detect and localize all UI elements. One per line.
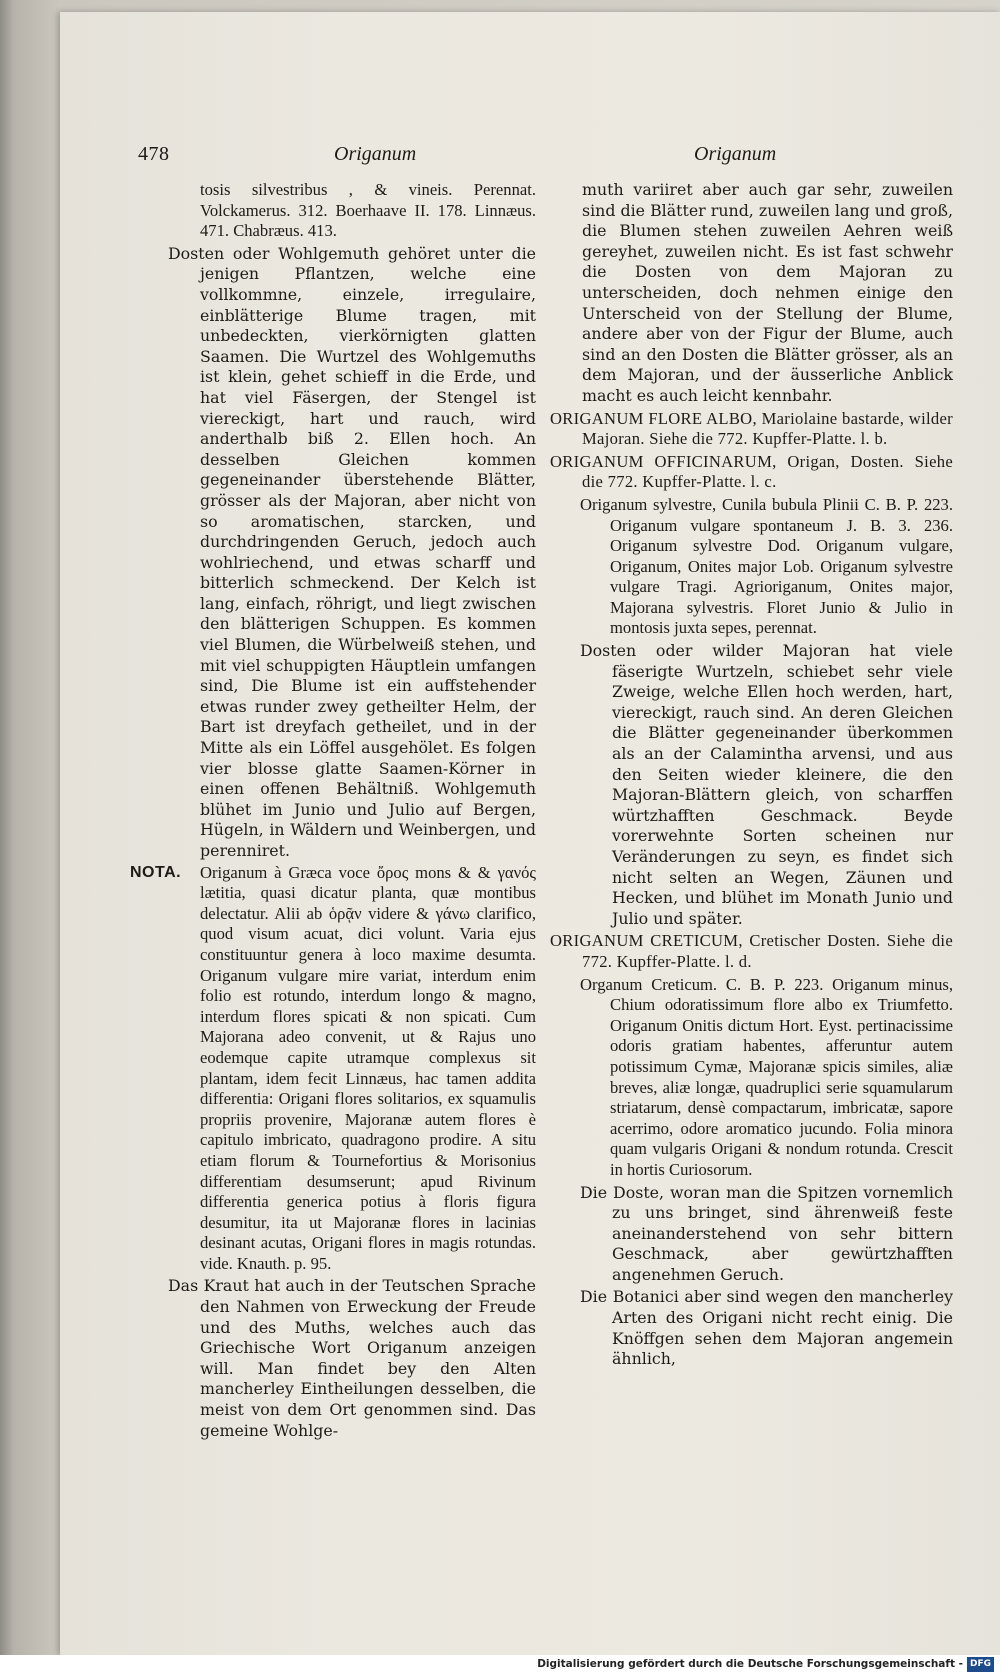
dfg-logo: DFG [967,1657,994,1672]
doste-paragraph: Die Doste, woran man die Spitzen vornemlich zu uns bringet, sind ährenweiß feste aneinanderstehend von sehr bittern Geschmack, aber gewürtzhafften angenehmen Geruch. [580,1182,953,1284]
nota-block [130,862,536,1275]
left-running-head: Origanum [334,143,417,165]
right-column [550,180,953,1370]
continuation-text: tosis silvestribus , & vineis. Perennat. Volckamerus. 312. Boerhaave II. 178. Linnæus. 471. Chabræus. 413. [200,180,536,241]
page-number: 478 [138,143,170,165]
continuation-text-right: muth variiret aber auch gar sehr, zuweilen sind die Blätter rund, zuweilen lang und groß, die Blumen stehen zuweilen Aehren weiß gereyhet, zuweilen nicht. Es ist fast schwehr die Dosten von dem Majoran zu unterscheiden, doch nehmen einige den Unterscheid von der Stellung der Blume, andere aber von der Figur der Blume, auch sind an den Dosten die Blätter grösser, als an dem Majoran, und der äusserliche Anblick macht es auch leicht kennbahr. [582,180,953,405]
left-column [130,180,536,1441]
right-running-head: Origanum [694,143,777,165]
creticum-synonyms: Organum Creticum. C. B. P. 223. Origanum minus, Chium odoratissimum flore albo ex Triumfetto. Origanum Onitis dictum Hort. Eyst. pertinacissime odoris gratiam habentes, afferuntur autem potissimum Cymæ, Majoranæ spicis similes, aliæ breves, aliæ longæ, quadruplici serie squamularum striatarum, densè compactarum, imbricatæ, sapore acerrimo, odore aromatico jucundo. Folia minora quam vulgaris Origani & nondum rotunda. Crescit in hortis Curiosorum. [580,974,953,1179]
entry-creticum: ORIGANUM CRETICUM, Cretischer Dosten. Siehe die 772. Kupffer-Platte. l. d. [550,931,953,971]
footer-credit: Digitalisierung gefördert durch die Deutsche Forschungsgemeinschaft - [537,1658,963,1670]
wilder-majoran-paragraph: Dosten oder wilder Majoran hat viele fäserigte Wurtzeln, schiebet sehr viele Zweige, welche Ellen hoch werden, hart, viereckigt, rauch sind. An deren Gleichen die Blätter gegeneinander überkommen als an der Calamintha arvensi, und aus den Seiten wieder kleinere, die den Majoran-Blättern gleich, von scharffen würtzhafften Geschmack. Beyde vorerwehnte Sorten scheinen nur Veränderungen zu seyn, es findet sich nicht selten an Wegen, Zäunen und Hecken, und blühet im Monath Junio und Julio und später. [580,641,953,928]
page-header [138,143,777,169]
origanum-sylvestre-synonyms: Origanum sylvestre, Cunila bubula Plinii C. B. P. 223. Origanum vulgare spontaneum J. B. 3. 236. Origanum sylvestre Dod. Origanum vulgare, Origanum, Onites major Lob. Origanum sylvestre vulgare Tragi. Agrioriganum, Onites major, Majorana sylvestris. Floret Junio & Julio in montosis juxta sepes, perennat. [580,494,953,638]
digitization-footer [0,1655,1000,1674]
botanici-paragraph: Die Botanici aber sind wegen den mancherley Arten des Origani nicht recht einig. Die Knöffgen sehen dem Majoran angemein ähnlich, [580,1287,953,1369]
entry-officinarum: ORIGANUM OFFICINARUM, Origan, Dosten. Siehe die 772. Kupffer-Platte. l. c. [550,451,953,492]
dosten-paragraph: Dosten oder Wohlgemuth gehöret unter die jenigen Pflantzen, welche eine vollkommne, einzele, irregulaire, einblätterige Blume tragen, mit unbedeckten, vierkörnigten glatten Saamen. Die Wurtzel des Wohlgemuths ist klein, gehet schieff in die Erde, und hat viel Fäsergen, der Stengel ist viereckigt, hart und rauch, wird anderthalb biß 2. Ellen hoch. An desselben Gleichen kommen gegeneinander überstehende Blätter, grösser als der Majoran, aber nicht von so aromatischen, starcken, und durchdringenden Geruch, jedoch auch wohlriechend, und etwas scharff und bitterlich schmeckend. Der Kelch ist lang, einfach, röhrigt, und liegt zwischen den blätterigen Schuppen. Es kommen viel Blumen, die Würbelweiß stehen, und mit viel schuppigten Häuptlein umfangen sind, Die Blume ist ein auffstehender etwas runder zwey getheilter Helm, der Bart ist dreyfach getheilet, und in der Mitte als ein Löffel ausgehölet. Es folgen vier blosse glatte Saamen-Körner in einen offenen Behältniß. Wohlgemuth blühet im Junio und Julio auf Bergen, Hügeln, in Wäldern und Weinbergen, und perenniret. [168,243,536,860]
kraut-paragraph: Das Kraut hat auch in der Teutschen Sprache den Nahmen von Erweckung der Freude und des Muths, welches auch das Griechische Wort Origanum anzeigen will. Man findet bey den Alten mancherley Eintheilungen desselben, die meist von dem Ort genommen sind. Das gemeine Wohlge- [168,1276,536,1440]
nota-text: Origanum à Græca voce ὄρος mons & & γανός lætitia, quasi dicatur planta, quæ montibus delectatur. Alii ab ὁρᾷν videre & γάνω clarifico, quod visum acuat, dici volunt. Varia ejus constituuntur genera à loco maxime desumta. Origanum vulgare mire variat, interdum enim folio est rotundo, interdum longo & magno, interdum flores spicati & non spicati. Cum Majorana adeo convenit, ut & Rajus uno eodemque capite utramque complexus sit plantam, idem fecit Linnæus, hac tamen addita differentia: Origani flores solitarios, ex squamulis propriis provenire, Majoranæ autem flores è capitulo imbricato, quadragono prodire. A situ etiam florum & Tournefortius & Morisonius differentiam desumserunt; apud Rivinum differentia generica potius à floris figura desumitur, ita ut Majoranæ flores in lacinias desinant acutas, Origani flores in magis rotundas. vide. Knauth. p. 95. [200,862,536,1273]
nota-label: NOTA. [130,863,182,881]
entry-flore-albo: ORIGANUM FLORE ALBO, Mariolaine bastarde, wilder Majoran. Siehe die 772. Kupffer-Platte. l. b. [550,408,953,449]
